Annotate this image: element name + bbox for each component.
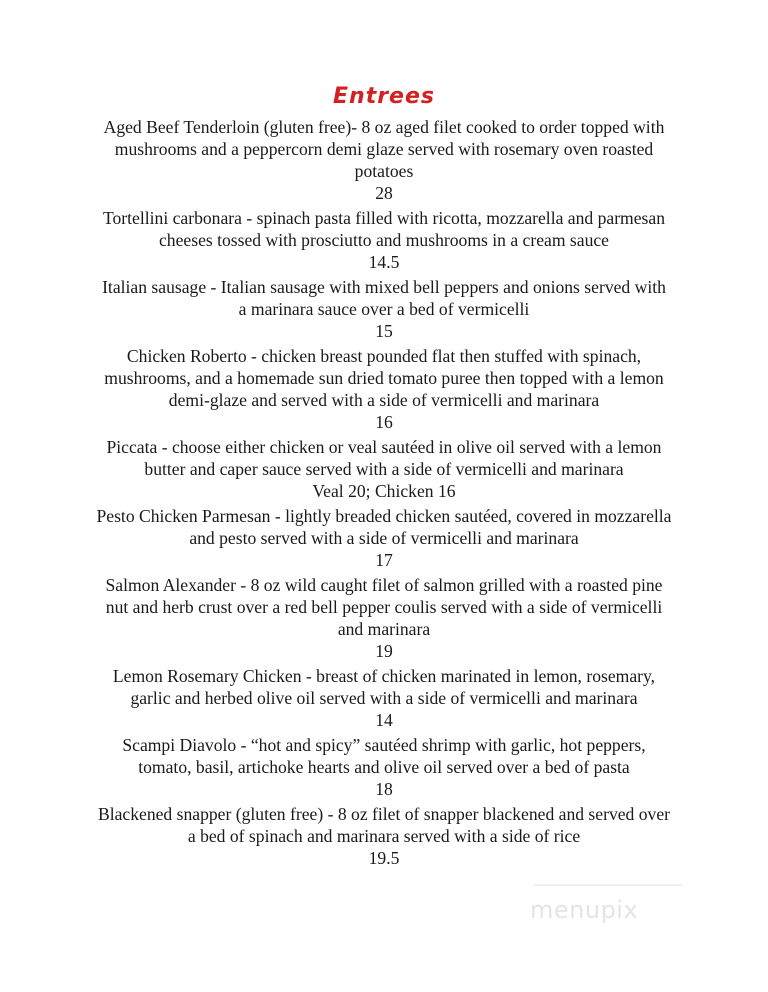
menu-item (96, 276, 672, 342)
menu-item-price: 28 (375, 183, 393, 203)
menu-item-description: Piccata - choose either chicken or veal sautéed in olive oil served with a lemon butter and caper sauce served with a side of vermicelli and marinara (106, 437, 662, 479)
menu-item-price: 18 (375, 779, 393, 799)
menu-item-description: Pesto Chicken Parmesan - lightly breaded chicken sautéed, covered in mozzarella and pesto served with a side of vermicelli and marinara (96, 506, 672, 548)
menu-item-description: Italian sausage - Italian sausage with mixed bell peppers and onions served with a marinara sauce over a bed of vermicelli (102, 277, 666, 319)
menu-item-price: Veal 20; Chicken 16 (312, 481, 456, 501)
menu-item-price: 16 (375, 412, 393, 432)
menu-item-price: 14.5 (368, 252, 400, 272)
menu-item-description: Aged Beef Tenderloin (gluten free)- 8 oz aged filet cooked to order topped with mushrooms and a peppercorn demi glaze served with rosemary oven roasted potatoes (103, 117, 665, 181)
menu-item-description: Salmon Alexander - 8 oz wild caught filet of salmon grilled with a roasted pine nut and herb crust over a red bell pepper coulis served with a side of vermicelli and marinara (105, 575, 663, 639)
watermark-logo: menupix (530, 896, 639, 924)
menu-item-description: Blackened snapper (gluten free) - 8 oz filet of snapper blackened and served over a bed of spinach and marinara served with a side of rice (97, 804, 671, 846)
menu-item (96, 803, 672, 869)
menu-item (96, 207, 672, 273)
menu-item (96, 436, 672, 502)
section-title: Entrees (333, 84, 435, 109)
menu-item (96, 505, 672, 571)
menu-item-price: 15 (375, 321, 393, 341)
menu-item-price: 19.5 (368, 848, 400, 868)
menu-item-price: 17 (375, 550, 393, 570)
menu-item-description: Scampi Diavolo - “hot and spicy” sautéed shrimp with garlic, hot peppers, tomato, basil, artichoke hearts and olive oil served over a bed of pasta (122, 735, 646, 777)
menu-item (96, 116, 672, 204)
watermark-divider (534, 884, 682, 886)
menu-item (96, 665, 672, 731)
menu-item-description: Chicken Roberto - chicken breast pounded flat then stuffed with spinach, mushrooms, and a homemade sun dried tomato puree then topped with a lemon demi-glaze and served with a side of vermicelli and marinara (104, 346, 664, 410)
menu-item (96, 734, 672, 800)
menu-item (96, 345, 672, 433)
menu-item (96, 574, 672, 662)
menu-item-price: 14 (375, 710, 393, 730)
menu-item-description: Tortellini carbonara - spinach pasta filled with ricotta, mozzarella and parmesan cheeses tossed with prosciutto and mushrooms in a cream sauce (102, 208, 666, 250)
entrees-list (96, 116, 672, 872)
menu-item-price: 19 (375, 641, 393, 661)
menu-item-description: Lemon Rosemary Chicken - breast of chicken marinated in lemon, rosemary, garlic and herbed olive oil served with a side of vermicelli and marinara (112, 666, 656, 708)
